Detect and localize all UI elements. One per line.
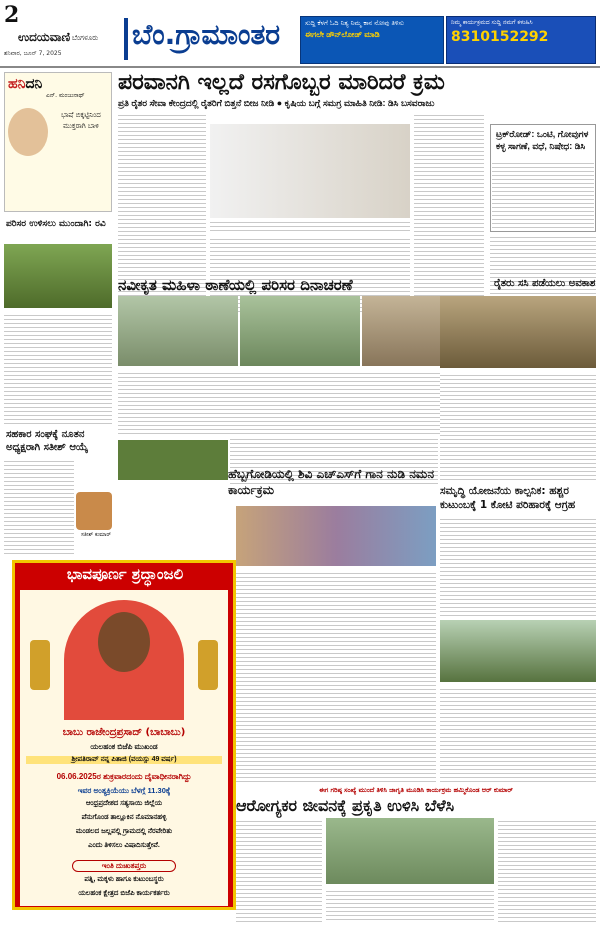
side-story-body [492, 160, 594, 230]
hebbagodi-photo [236, 506, 436, 566]
obituary-family: ಯಲಹಂಕ ಕ್ಷೇತ್ರದ ಬಿಜೆಪಿ ಕಾರ್ಯಕರ್ತರು [78, 890, 170, 897]
hebbagodi-headline[interactable]: ಹೆಬ್ಬಗೋಡಿಯಲ್ಲಿ ಶಿವಿ ಎಚ್‌ಎಸ್‌ಗೆ ಗಾನ ನುಡಿ ನಮನ ಕಾರ್ಯಕ್ರಮ [228, 467, 434, 497]
obituary-name: ಬಾಬು ರಾಜೇಂದ್ರಪ್ರಸಾದ್ (ಬಾಬಾಬು) [62, 727, 186, 738]
columnist-avatar [8, 108, 48, 156]
women-station-headline[interactable]: ನವೀಕೃತ ಮಹಿಳಾ ಠಾಣೆಯಲ್ಲಿ ಪರಿಸರ ದಿನಾಚರಣೆ [118, 276, 353, 294]
page-number: 2 [4, 2, 20, 28]
samruddhi-photo [440, 620, 596, 682]
lead-caption [210, 219, 410, 233]
dateline: ಶನಿವಾರ, ಜೂನ್ 7, 2025 [4, 50, 62, 57]
honey-logo-a: ಹನಿ [8, 76, 26, 92]
farmers-plants-headline[interactable]: ರೈತರು ಸಸಿ ಪಡೆಯಲು ಅವಕಾಶ [494, 278, 596, 289]
obituary-face [98, 612, 150, 672]
sahakara-body [4, 458, 74, 554]
honey-column-logo [8, 76, 42, 92]
edition-label: ಬೆಂಗಳೂರು [72, 34, 99, 42]
obituary-line: ಎಂದು ತಿಳಿಸಲು ವಿಷಾದಿಸುತ್ತೇವೆ. [88, 842, 160, 849]
whatsapp-advert-text: ನಿಮ್ಮ ಕಾರ್ಯಕ್ರಮದ ಸುದ್ದಿ ನಮಗೆ ಕಳುಹಿಸಿ [451, 19, 533, 26]
obituary-role: ಯಲಹಂಕ ಬಿಜೆಪಿ ಮುಖಂಡ [90, 742, 158, 751]
whatsapp-phone: 8310152292 [451, 29, 549, 45]
app-advert-highlight: ಈಗಲೇ ಡೌನ್‌ಲೋಡ್ ಮಾಡಿ [305, 30, 380, 39]
nature-body [498, 818, 596, 922]
sahakara-headline[interactable]: ಸಹಕಾರ ಸಂಘಕ್ಕೆ ನೂತನ ಅಧ್ಯಕ್ಷರಾಗಿ ಸತೀಶ್ ಆಯ್ಕೆ [6, 429, 88, 453]
honey-column-author: ಎನ್. ಮಂಜುನಾಥ್ [46, 92, 85, 99]
nature-photo [326, 818, 494, 884]
honey-column-text: ಭಾಷೆ ಬಿಕ್ಕಟ್ಟಿನಿಂದ ಮುಕ್ತರಾಗಿ ಬಾಳಿ [61, 111, 101, 130]
obituary-line: ಶ್ರೀಪತಿರಾವ್ ನನ್ನ ಪಿತಾಜಿ (ವಯಸ್ಸು 49 ವರ್ಷ) [26, 756, 222, 764]
section-title: ಬೆಂ.ಗ್ರಾಮಾಂತರ [132, 18, 281, 51]
obituary-family: ಪತ್ನಿ, ಮಕ್ಕಳು ಹಾಗೂ ಕುಟುಂಬಸ್ಥರು [84, 876, 164, 883]
women-station-photo [118, 296, 238, 366]
honey-logo-b: ದನಿ [25, 76, 43, 92]
nature-headline[interactable]: ಆರೋಗ್ಯಕರ ಜೀವನಕ್ಕೆ ಪ್ರಕೃತಿ ಉಳಿಸಿ ಬೆಳೆಸಿ [236, 796, 455, 815]
lead-photo [210, 124, 410, 218]
obituary-line: ಇವರ ಅಂತ್ಯಕ್ರಿಯೆಯು ಬೆಳಗ್ಗೆ 11.30ಕ್ಕೆ [77, 786, 171, 795]
samruddhi-body [440, 516, 596, 616]
lead-subhead: ಪ್ರತಿ ರೈತರ ಸೇವಾ ಕೇಂದ್ರದಲ್ಲಿ ರೈತರಿಗೆ ಬಿತ್ತನೆ ಬೀಜ ನೀಡಿ ● ಕೃಷಿಯ ಬಗ್ಗೆ ಸಮಗ್ರ ಮಾಹಿತಿ ನೀಡಿ: ಡಿಸಿ ಬಸವರಾಜು [118, 98, 435, 108]
obituary-line: ಮಂಡಲದ ಜಲ್ಲಪಲ್ಲಿ ಗ್ರಾಮದಲ್ಲಿ ನೆರವೇರಿತು [75, 828, 173, 835]
obituary-grief-label: ಇಂತಿ ದುಃಖತಪ್ತರು [72, 860, 176, 872]
env-story-photo [4, 244, 112, 308]
tree-planting-photo [118, 440, 228, 480]
obituary-date: 06.06.2025ರ ಶುಕ್ರವಾರದಂದು ದೈವಾಧೀನರಾಗಿದ್ದು [56, 772, 192, 781]
env-story-body [4, 312, 112, 424]
women-station-photo [240, 296, 360, 366]
lamp-icon [30, 640, 50, 690]
lamp-icon [198, 640, 218, 690]
env-story-headline[interactable]: ಪರಿಸರ ಉಳಿಸಲು ಮುಂದಾಗಿ: ರವಿ [6, 219, 106, 229]
header-rule [0, 66, 600, 68]
paper-name: ಉದಯವಾಣಿ [18, 30, 71, 44]
samruddhi-body [440, 686, 596, 784]
nature-caption [326, 888, 494, 922]
side-story-headline[interactable]: ಟ್ರಕ್‌ರೋಡ್: ಒಂಟಿ, ಗೋವುಗಳ ಕಳ್ಳ ಸಾಗಣೆ, ವಧೆ, ನಿಷೇಧ: ಡಿಸಿ [496, 129, 589, 151]
farmers-plants-body [440, 372, 596, 480]
app-advert-text: ಸುದ್ದಿ ಕೆಳಗೆ ಓದಿ ನಿತ್ಯ ನಿಮ್ಮ ಕಾನ ನೋವು ತಿಳಿಸು [305, 19, 404, 27]
nature-body [236, 818, 322, 922]
satish-caption: ಸತೀಶ್ ಕುಮಾರ್ [80, 532, 112, 538]
satish-photo [76, 492, 112, 530]
obituary-line: ಆಂಧ್ರಪ್ರದೇಶದ ಸತ್ಯಸಾಯಿ ಜಿಲ್ಲೆಯ [85, 800, 163, 807]
nature-strapline: ಈಗ ಗರಿಷ್ಠ ಸಂಖ್ಯೆ ಮುಂದೆ ತಿಳಿಸಿ ಜಾಗೃತಿ ಮೂಡಿಸಿ ಕಾರ್ಯಕ್ರಮ ಹಮ್ಮಿಕೊಂಡ ಆರ್ ಕುಮಾರ್ [319, 786, 513, 794]
samruddhi-headline[interactable]: ಸಮೃದ್ಧಿ ಯೋಜನೆಯ ಕಾಲ್ಪನಿಕ: ಹಶ್ಚರ ಕುಟುಂಬಕ್ಕೆ 1 ಕೋಟಿ ಪರಿಹಾರಕ್ಕೆ ಆಗ್ರಹ [440, 485, 576, 511]
whatsapp-advert[interactable] [446, 16, 596, 64]
obituary-title: ಭಾವಪೂರ್ಣ ಶ್ರದ್ಧಾಂಜಲಿ [66, 565, 184, 583]
lead-headline[interactable]: ಪರವಾನಗಿ ಇಲ್ಲದೆ ರಸಗೊಬ್ಬರ ಮಾರಿದರೆ ಕ್ರಮ [118, 70, 445, 95]
app-advert[interactable] [300, 16, 444, 64]
hebbagodi-body [236, 570, 436, 782]
women-station-body [118, 370, 490, 434]
obituary-line: ಪೆನುಗೊಂಡ ತಾಲ್ಲೂಕಿನ ನೊಮಾನಹಳ್ಳಿ [81, 814, 167, 821]
farmers-plants-photo [440, 296, 596, 368]
